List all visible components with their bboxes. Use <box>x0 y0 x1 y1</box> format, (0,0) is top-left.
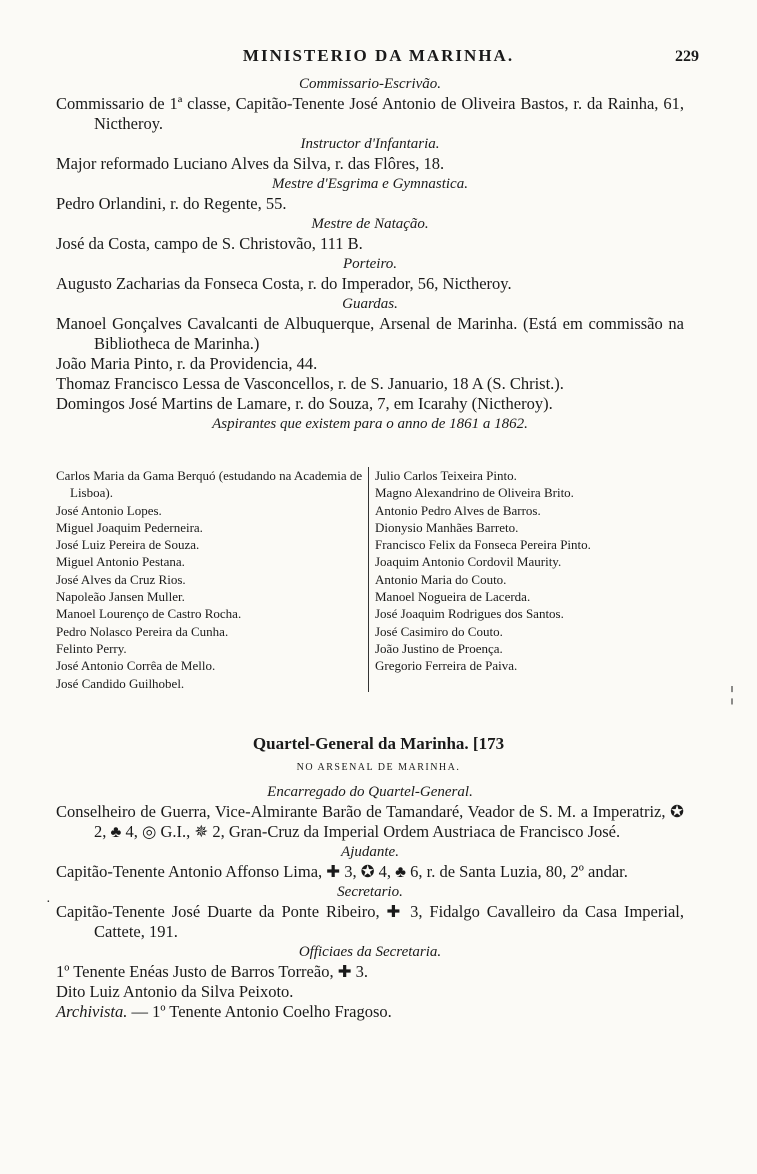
subheading-encarregado: Encarregado do Quartel-General. <box>267 784 473 800</box>
subheading-natacao: Mestre de Natação. <box>311 216 429 232</box>
list-item: José Casimiro do Couto. <box>375 623 503 639</box>
page-header <box>0 46 757 70</box>
list-item: Miguel Antonio Pestana. <box>56 554 185 570</box>
subheading-secretario: Secretario. <box>337 884 403 900</box>
entry-commissario: Commissario de 1ª classe, Capitão-Tenente José Antonio de Oliveira Bastos, r. da Rainha, 61, Nictheroy. <box>56 94 684 133</box>
entry-encarregado: Conselheiro de Guerra, Vice-Almirante Barão de Tamandaré, Veador de S. M. a Imperatriz, ✪ 2, ♣ 4, ◎ G.I., ✵ 2, Gran-Cruz da Imperial Ordem Austriaca de Francisco José. <box>56 802 684 841</box>
subheading-ajudante: Ajudante. <box>341 844 399 860</box>
list-item: José Alves da Cruz Rios. <box>56 571 186 587</box>
aspirantes-left-column <box>56 467 369 692</box>
list-item: José Antonio Lopes. <box>56 502 162 518</box>
list-item: José Antonio Corrêa de Mello. <box>56 658 216 674</box>
entry-instructor: Major reformado Luciano Alves da Silva, r. das Flôres, 18. <box>56 154 445 173</box>
entry-secretario: Capitão-Tenente José Duarte da Ponte Ribeiro, ✚ 3, Fidalgo Cavalleiro da Casa Imperial, Cattete, 191. <box>56 902 684 941</box>
entry-archivista <box>56 1002 684 1022</box>
subheading-guardas: Guardas. <box>342 296 398 312</box>
list-item: Joaquim Antonio Cordovil Maurity. <box>375 554 562 570</box>
list-item: Antonio Pedro Alves de Barros. <box>375 502 541 518</box>
subheading-esgrima: Mestre d'Esgrima e Gymnastica. <box>272 176 468 192</box>
quartel-section <box>56 782 684 1022</box>
list-item: Francisco Felix da Fonseca Pereira Pinto. <box>375 537 591 553</box>
section-title-quartel: Quartel-General da Marinha. [173 <box>252 734 505 753</box>
entry-ajudante: Capitão-Tenente Antonio Affonso Lima, ✚ 3, ✪ 4, ♣ 6, r. de Santa Luzia, 80, 2º andar. <box>56 862 628 881</box>
list-item: José Luiz Pereira de Souza. <box>56 537 200 553</box>
subheading-officiaes: Officiaes da Secretaria. <box>298 944 442 960</box>
list-item: Carlos Maria da Gama Berquó (estudando na Academia de Lisboa). <box>56 468 363 501</box>
subheading-instructor: Instructor d'Infantaria. <box>300 136 440 152</box>
subheading-aspirantes: Aspirantes que existem para o anno de 1861 a 1862. <box>212 416 528 432</box>
entry-guarda-2: João Maria Pinto, r. da Providencia, 44. <box>56 354 318 373</box>
list-item: Manoel Lourenço de Castro Rocha. <box>56 606 242 622</box>
list-item: Antonio Maria do Couto. <box>375 571 507 587</box>
list-item: José Candido Guilhobel. <box>56 675 185 691</box>
section-subtitle-arsenal: NO ARSENAL DE MARINHA. <box>296 762 461 773</box>
list-item: Napoleão Jansen Muller. <box>56 589 185 605</box>
entry-guarda-3: Thomaz Francisco Lessa de Vasconcellos, r. de S. Januario, 18 A (S. Christ.). <box>56 374 564 393</box>
entry-esgrima: Pedro Orlandini, r. do Regente, 55. <box>56 194 287 213</box>
entry-porteiro: Augusto Zacharias da Fonseca Costa, r. do Imperador, 56, Nictheroy. <box>56 274 512 293</box>
list-item: Manoel Nogueira de Lacerda. <box>375 589 531 605</box>
staff-section <box>56 74 684 434</box>
margin-mark: ¦ <box>730 683 735 705</box>
list-item: Felinto Perry. <box>56 640 127 656</box>
subheading-porteiro: Porteiro. <box>342 256 398 272</box>
entry-official-2: Dito Luiz Antonio da Silva Peixoto. <box>56 982 294 1001</box>
entry-natacao: José da Costa, campo de S. Christovão, 111 B. <box>56 234 363 253</box>
aspirantes-columns <box>56 467 684 692</box>
page-number: 229 <box>675 48 699 65</box>
subheading-commissario: Commissario-Escrivão. <box>298 76 442 92</box>
list-item: Pedro Nolasco Pereira da Cunha. <box>56 623 229 639</box>
list-item: José Joaquim Rodrigues dos Santos. <box>375 606 564 622</box>
page-title: MINISTERIO DA MARINHA. <box>242 46 515 65</box>
list-item: Gregorio Ferreira de Paiva. <box>375 658 518 674</box>
list-item: Magno Alexandrino de Oliveira Brito. <box>375 485 574 501</box>
list-item: Dionysio Manhães Barreto. <box>375 519 519 535</box>
entry-guarda-1: Manoel Gonçalves Cavalcanti de Albuquerque, Arsenal de Marinha. (Está em commissão na Bibliotheca de Marinha.) <box>56 314 684 353</box>
entry-official-1: 1º Tenente Enéas Justo de Barros Torreão, ✚ 3. <box>56 962 369 981</box>
list-item: João Justino de Proença. <box>375 640 503 656</box>
entry-guarda-4: Domingos José Martins de Lamare, r. do Souza, 7, em Icarahy (Nictheroy). <box>56 394 553 413</box>
archivista-name: — 1º Tenente Antonio Coelho Fragoso. <box>127 1002 392 1021</box>
list-item: Miguel Joaquim Pederneira. <box>56 519 203 535</box>
list-item: Julio Carlos Teixeira Pinto. <box>375 468 517 483</box>
aspirantes-right-column <box>369 467 591 692</box>
archivista-label: Archivista. <box>56 1002 128 1021</box>
margin-dot: · <box>46 895 51 910</box>
